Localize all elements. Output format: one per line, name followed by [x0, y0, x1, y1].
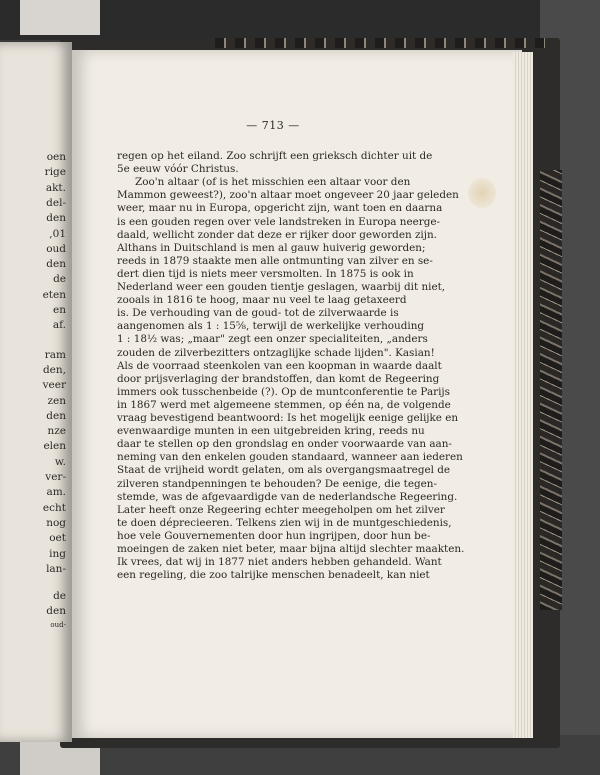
text-line: 1 : 18½ was; „maar" zegt een onzer specialiteiten, „anders	[117, 333, 428, 346]
text-line: dert dien tijd is niets meer versmolten. In 1875 is ook in	[117, 267, 414, 280]
page-edges	[513, 52, 533, 738]
text-line: is een gouden regen over vele landstreken in Europa neerge-	[117, 215, 441, 228]
text-line: 5e eeuw vóór Christus.	[117, 163, 239, 176]
text-line: Althans in Duitschland is men al gauw huiverig geworden;	[117, 241, 426, 254]
text-line: te doen déprecieeren. Telkens zien wij in de muntgeschiedenis,	[117, 516, 452, 529]
left-page-fragment: oet	[49, 532, 66, 545]
marbled-edge	[215, 38, 545, 48]
left-page-fragment: nog	[46, 516, 66, 529]
text-line: Ik vrees, dat wij in 1877 niet anders hebben gehandeld. Want	[117, 556, 442, 569]
text-line: stemde, was de afgevaardigde van de nederlandsche Regeering.	[117, 490, 458, 503]
left-page-fragment: den,	[42, 363, 66, 376]
text-line: hoe vele Gouvernementen door hun ingrijpen, door hun be-	[117, 529, 431, 542]
text-line: Mammon geweest?), zoo'n altaar moet ongeveer 20 jaar geleden	[117, 189, 459, 202]
text-line: daald, wellicht zonder dat deze er rijker door geworden zijn.	[117, 228, 437, 241]
left-page-fragment: rige	[44, 166, 66, 179]
marbled-edge	[540, 170, 562, 610]
left-page-fragment: den	[46, 605, 66, 618]
text-line: zouden de zilverbezitters ontzaglijke schade lijden". Kasian!	[117, 346, 435, 359]
text-line: Zoo'n altaar (of is het misschien een altaar voor den	[135, 176, 411, 189]
text-line: moeingen de zaken niet beter, maar bijna altijd slechter maakten.	[117, 543, 465, 555]
text-line: vraag bevestigend beantwoord: Is het mogelijk eenige gelijke en	[117, 412, 459, 424]
left-page-fragment: elen	[43, 440, 66, 453]
left-page-fragment: akt.	[45, 181, 66, 194]
page-number: — 713 —	[246, 119, 300, 132]
text-line: Later heeft onze Regeering echter meegeholpen om het zilver	[117, 503, 445, 516]
left-page-fragment: oud	[46, 242, 66, 255]
left-page	[0, 42, 72, 742]
left-page-fragment: zen	[47, 394, 66, 407]
left-page-fragment: lan-	[46, 562, 66, 575]
text-line: evenwaardige munten in een uitgebreiden kring, reeds nu	[117, 425, 425, 438]
text-line: door prijsverlaging der brandstoffen, dan komt de Regeering	[117, 372, 440, 385]
left-page-fragment: ram	[44, 348, 66, 361]
text-line: immers ook tusschenbeide (?). Op de muntconferentie te Parijs	[117, 385, 450, 398]
left-page-fragment: ing	[49, 547, 66, 560]
left-page-fragment: del-	[46, 196, 66, 209]
text-line: neming van den enkelen gouden standaard, wanneer aan iederen	[117, 451, 463, 464]
left-page-fragment: den	[46, 409, 66, 422]
text-line: aangenomen als 1 : 15⅝, terwijl de werkelijke verhouding	[117, 320, 425, 333]
left-page-fragment: echt	[42, 501, 66, 514]
left-page-fragment: ver-	[45, 471, 66, 483]
text-line: is. De verhouding van de goud- tot de zilverwaarde is	[117, 307, 399, 320]
left-page-fragment: veer	[42, 379, 66, 392]
text-line: zooals in 1816 te hoog, maar nu veel te laag getaxeerd	[117, 294, 407, 307]
text-line: daar te stellen op den grondslag en onder voorwaarde van aan-	[117, 438, 452, 451]
left-page-fragment: de	[53, 273, 66, 286]
left-page-fragment: am.	[46, 486, 66, 499]
text-line: Staat de vrijheid wordt gelaten, om als overgangsmaatregel de	[117, 464, 451, 477]
text-line: reeds in 1879 staakte men alle ontmunting van zilver en se-	[117, 254, 433, 267]
paper-stain	[468, 178, 496, 208]
book-stand	[20, 0, 100, 35]
text-line: zilveren standpenningen te behouden? De eenige, die tegen-	[117, 477, 437, 490]
left-page-fragment: nze	[47, 425, 66, 438]
left-page-fragment: de	[53, 590, 66, 603]
text-line: Als de voorraad steenkolen van een koopman in waarde daalt	[117, 359, 442, 372]
left-page-fragment: af.	[52, 319, 66, 332]
left-page-fragment: eten	[42, 288, 66, 301]
left-page-fragment: den	[46, 212, 66, 225]
left-page-fragment: oen	[46, 151, 66, 163]
left-page-fragment: oud-	[50, 620, 66, 629]
text-line: in 1867 werd met algemeene stemmen, op één na, de volgende	[117, 398, 451, 411]
left-page-fragment: w.	[54, 455, 66, 468]
text-line: een regeling, die zoo talrijke menschen benadeelt, kan niet	[117, 569, 430, 582]
left-page-fragment: den	[46, 258, 66, 271]
text-line: Nederland weer een gouden tientje geslagen, waarbij dit niet,	[117, 281, 446, 293]
left-page-fragment: ,01	[49, 227, 66, 240]
text-line: weer, maar nu in Europa, opgericht zijn, want toen en daarna	[117, 202, 443, 215]
left-page-fragment: en	[53, 304, 66, 316]
text-line: regen op het eiland. Zoo schrijft een grieksch dichter uit de	[117, 150, 433, 162]
